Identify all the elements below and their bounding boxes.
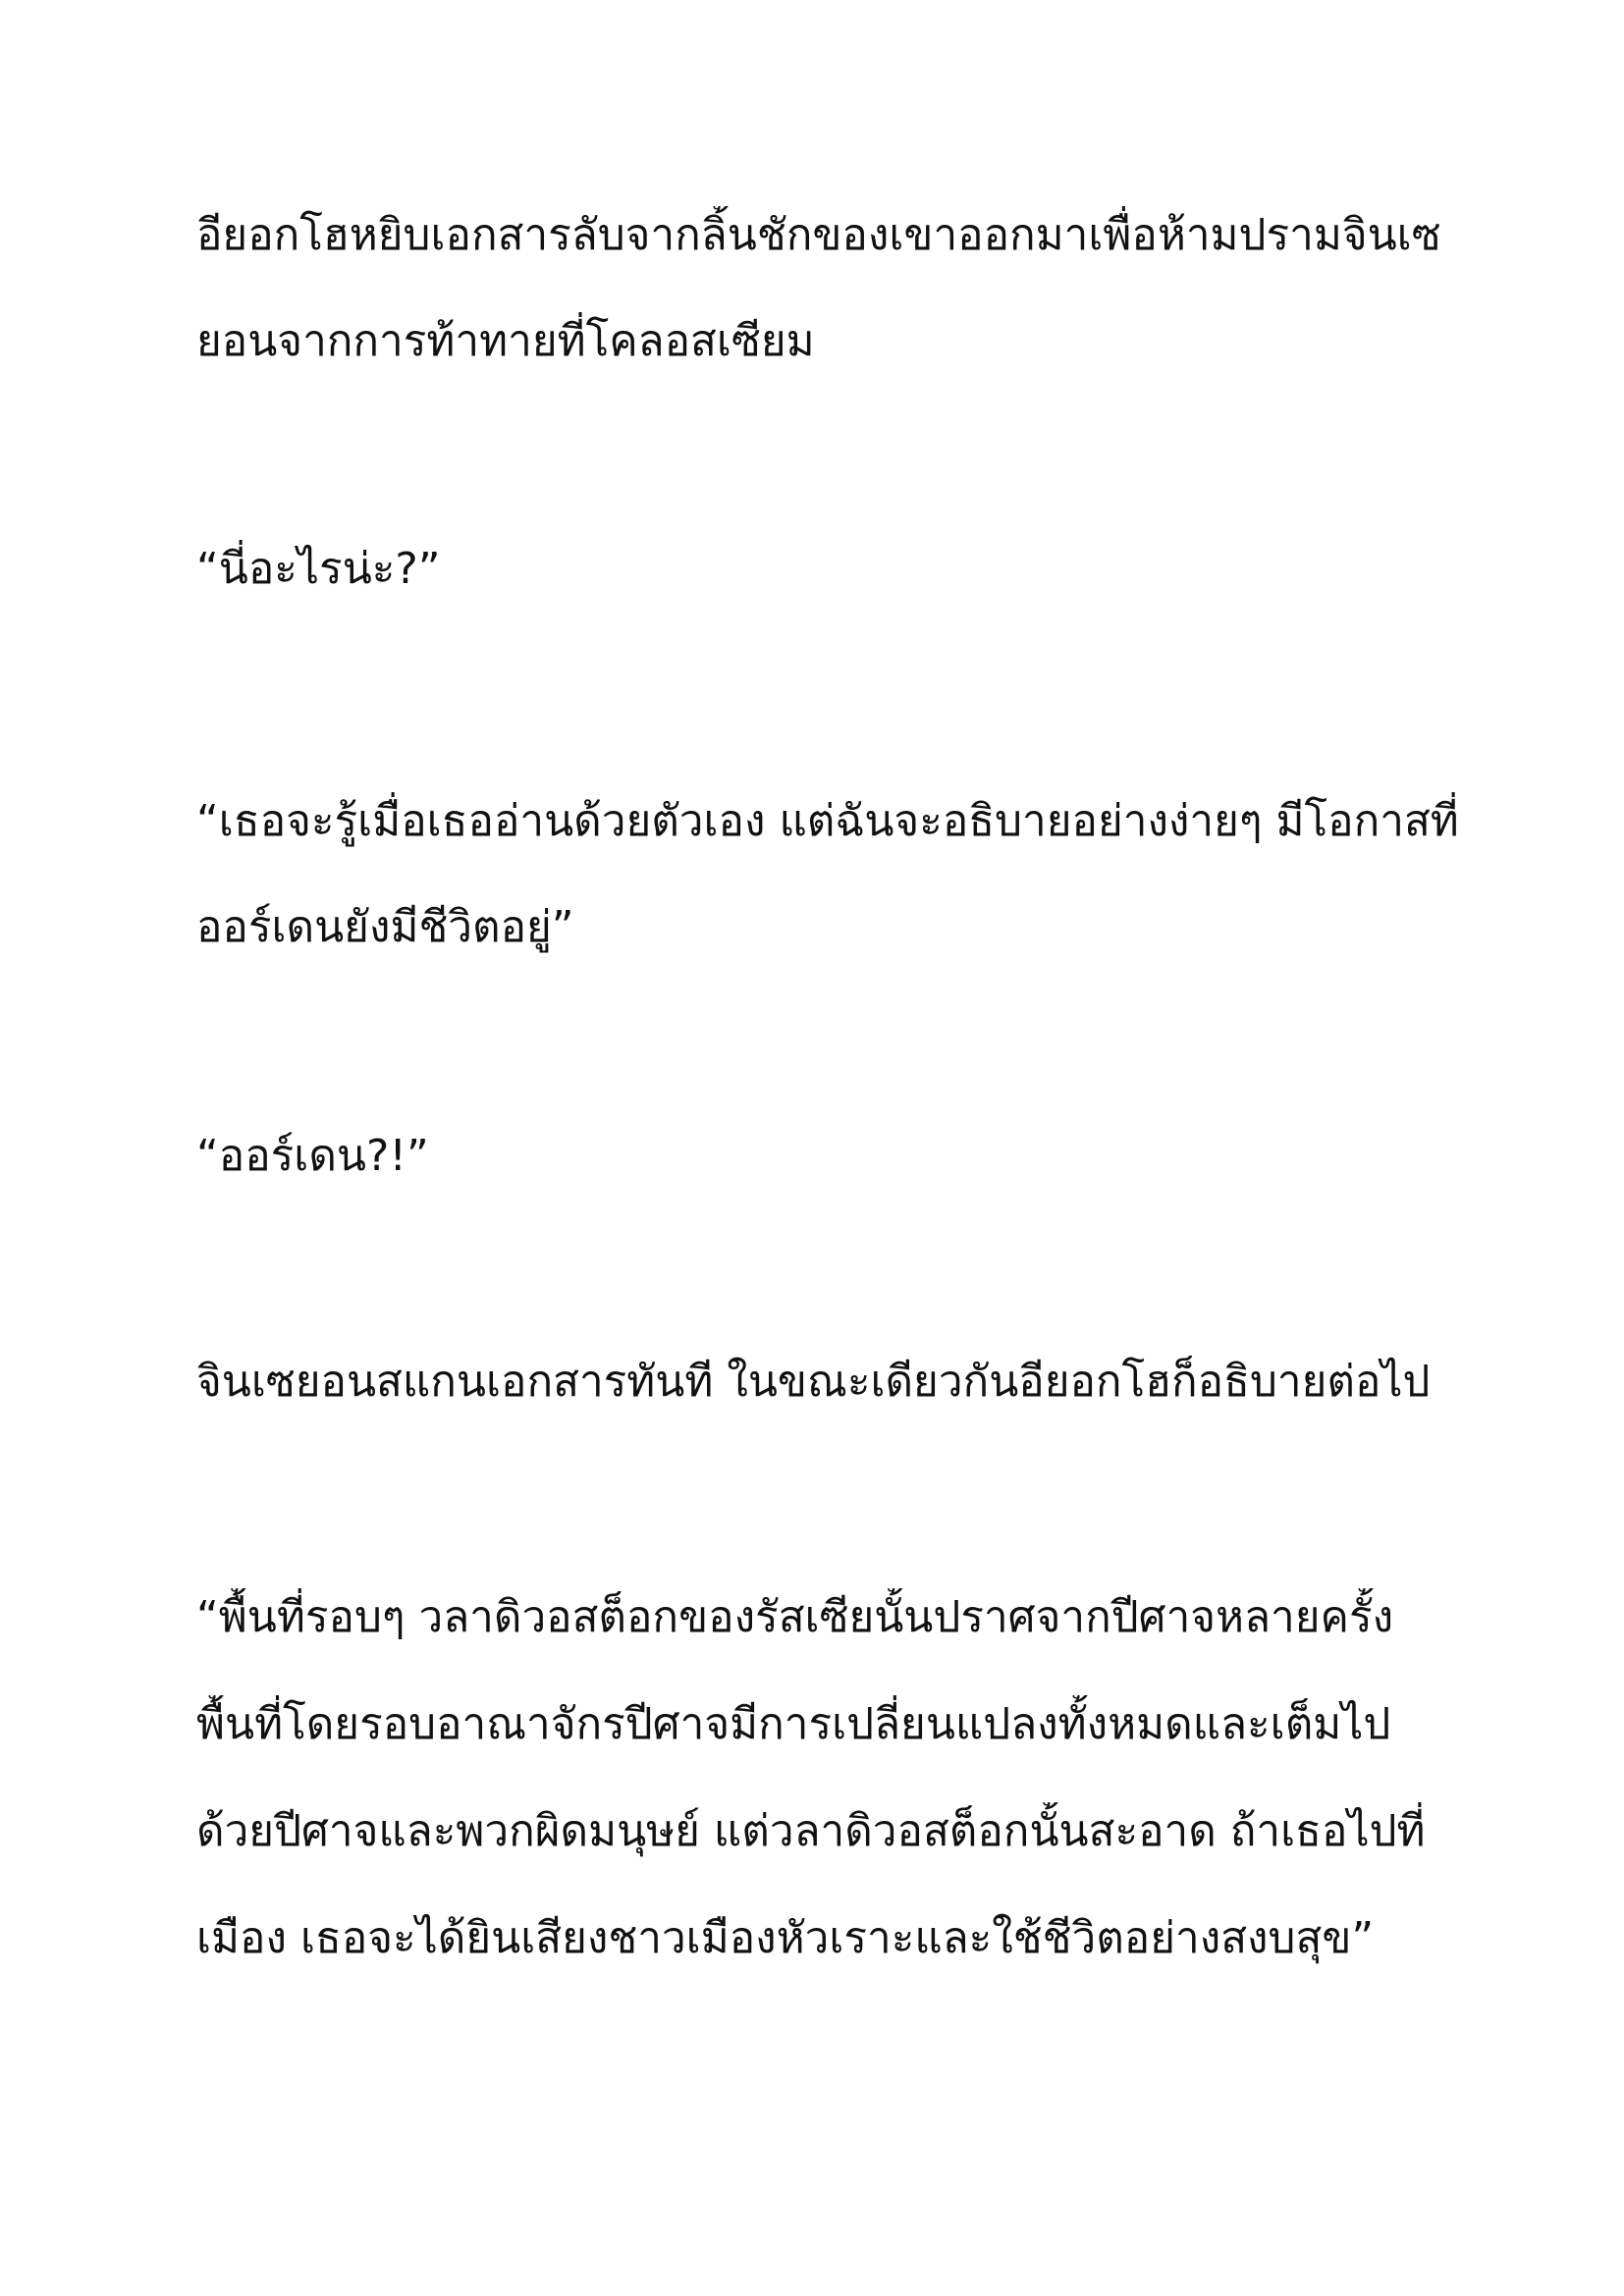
paragraph-6-line-4: เมือง เธอจะได้ยินเสียงชาวเมืองหัวเราะและใช้ชีวิตอย่างสงบสุข” <box>196 1913 1375 1963</box>
paragraph-3-line-1: “เธอจะรู้เมื่อเธออ่านด้วยตัวเอง แต่ฉันจะอธิบายอย่างง่ายๆ มีโอกาสที่ <box>196 796 1459 846</box>
paragraph-1-line-2: ยอนจากการท้าทายที่โคลอสเซียม <box>196 316 815 366</box>
paragraph-4-line-1: “ออร์เดน?!” <box>196 1131 429 1181</box>
paragraph-2-line-1: “นี่อะไรน่ะ?” <box>196 544 441 594</box>
paragraph-5-line-1: จินเซยอนสแกนเอกสารทันที ในขณะเดียวกันอียอกโฮก็อธิบายต่อไป <box>196 1357 1431 1407</box>
paragraph-1-line-1: อียอกโฮหยิบเอกสารลับจากลิ้นชักของเขาออกมาเพื่อห้ามปรามจินเซ <box>196 210 1441 260</box>
paragraph-6-line-3: ด้วยปีศาจและพวกผิดมนุษย์ แต่วลาดิวอสต็อกนั้นสะอาด ถ้าเธอไปที่ <box>196 1806 1426 1856</box>
paragraph-6-line-2: พื้นที่โดยรอบอาณาจักรปีศาจมีการเปลี่ยนแปลงทั้งหมดและเต็มไป <box>196 1699 1391 1749</box>
paragraph-6-line-1: “พื้นที่รอบๆ วลาดิวอสต็อกของรัสเซียนั้นปราศจากปีศาจหลายครั้ง <box>196 1592 1394 1642</box>
paragraph-3-line-2: ออร์เดนยังมีชีวิตอยู่” <box>196 902 574 952</box>
